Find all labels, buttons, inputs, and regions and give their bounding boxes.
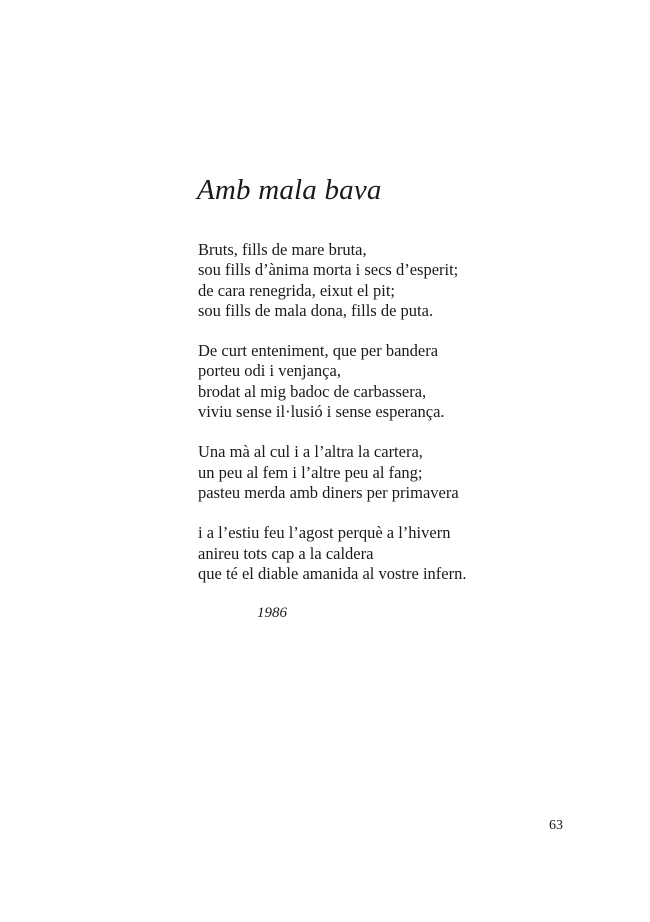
verse-line: i a l’estiu feu l’agost perquè a l’hivern xyxy=(198,523,451,543)
stanza-1 xyxy=(198,240,466,321)
verse-line: Bruts, fills de mare bruta, xyxy=(198,240,367,259)
verse-line: Una mà al cul i a l’altra la cartera, xyxy=(198,442,423,462)
verse-line: sou fills d’ànima morta i secs d’esperit; xyxy=(198,260,459,280)
stanza-4 xyxy=(198,523,466,584)
verse-line: sou fills de mala dona, fills de puta. xyxy=(198,300,434,320)
verse-line: de cara renegrida, eixut el pit; xyxy=(198,280,395,300)
poem-date: 1986 xyxy=(257,605,287,621)
poem-title: Amb mala bava xyxy=(197,174,382,206)
page-number: 63 xyxy=(549,818,563,833)
verse-line: anireu tots cap a la caldera xyxy=(198,543,374,563)
verse-line: porteu odi i venjança, xyxy=(198,361,341,381)
verse-line: un peu al fem i l’altre peu al fang; xyxy=(198,462,423,482)
poem-body xyxy=(198,240,466,604)
stanza-3 xyxy=(198,442,466,503)
verse-line: que té el diable amanida al vostre infern. xyxy=(198,563,467,583)
verse-line: pasteu merda amb diners per primavera xyxy=(198,482,459,502)
verse-line: De curt enteniment, que per bandera xyxy=(198,341,439,361)
verse-line: brodat al mig badoc de carbassera, xyxy=(198,381,427,401)
stanza-2 xyxy=(198,341,466,422)
verse-line: viviu sense il·lusió i sense esperança. xyxy=(198,402,445,422)
